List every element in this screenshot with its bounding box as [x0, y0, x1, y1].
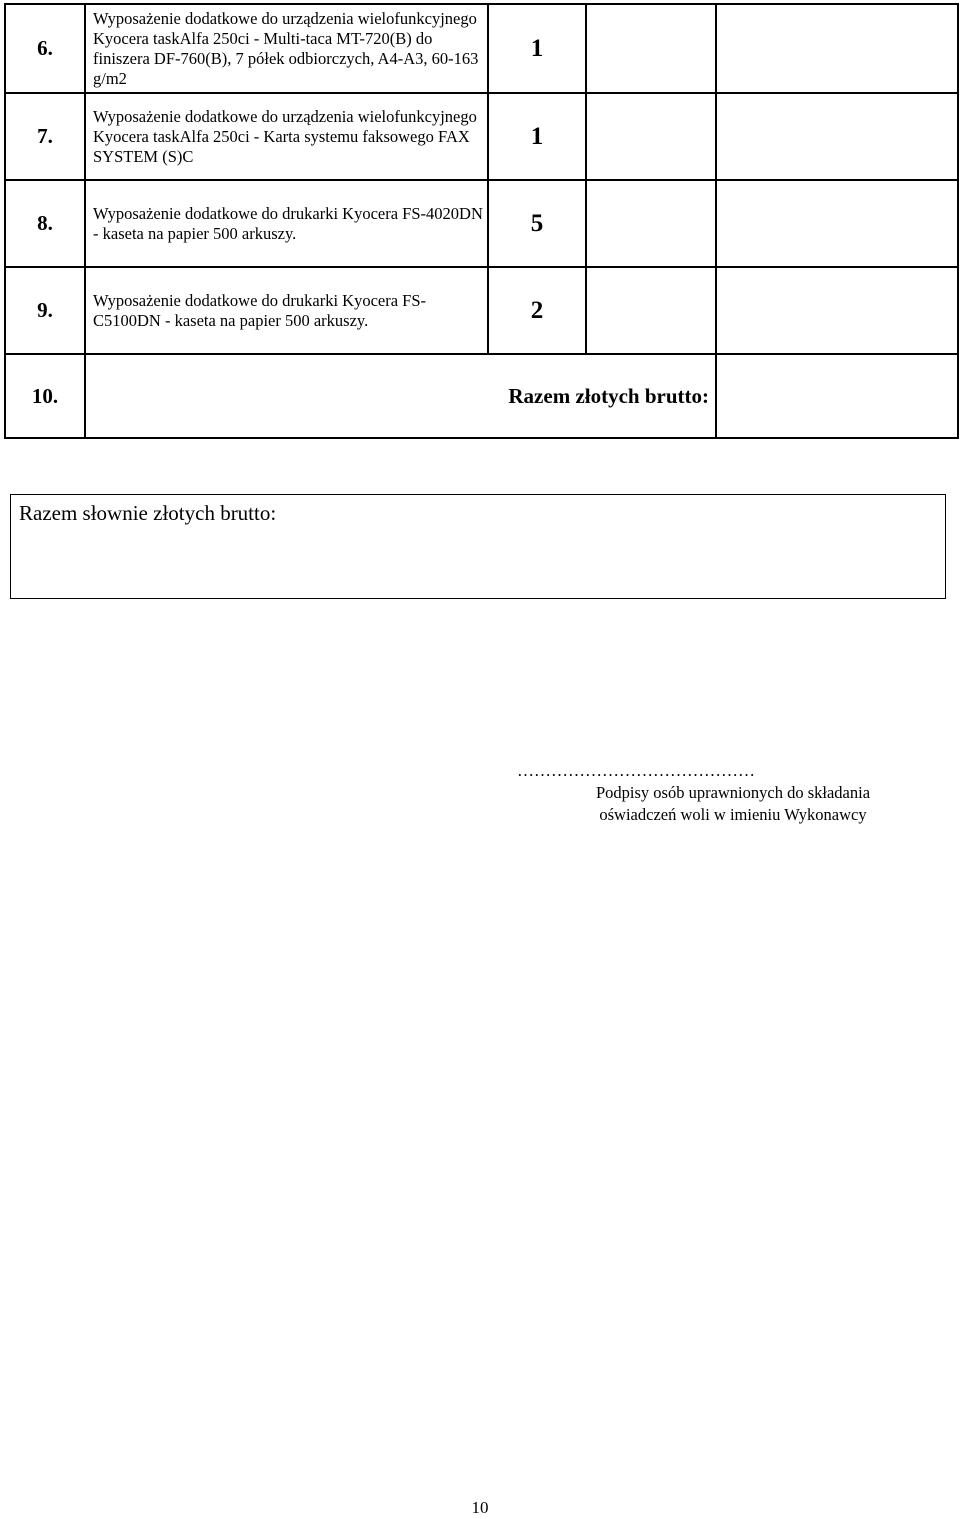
table-row — [5, 4, 958, 93]
row-value-cell — [716, 4, 958, 93]
row-number: 6. — [5, 4, 85, 93]
total-row-number: 10. — [5, 354, 85, 438]
total-value-cell — [716, 354, 958, 438]
row-number: 8. — [5, 180, 85, 267]
table-row — [5, 267, 958, 354]
row-quantity: 1 — [488, 4, 586, 93]
row-description: Wyposażenie dodatkowe do drukarki Kyocera FS-4020DN - kaseta na papier 500 arkuszy. — [85, 180, 488, 267]
row-quantity: 5 — [488, 180, 586, 267]
row-value-cell — [716, 93, 958, 180]
signature-caption-line-1: Podpisy osób uprawnionych do składania — [595, 783, 871, 802]
items-table — [4, 3, 959, 439]
row-number: 9. — [5, 267, 85, 354]
amount-in-words-box — [10, 494, 946, 599]
signature-caption-line-2: oświadczeń woli w imieniu Wykonawcy — [599, 805, 867, 824]
table-row — [5, 180, 958, 267]
amount-in-words-label: Razem słownie złotych brutto: — [19, 501, 277, 525]
row-description: Wyposażenie dodatkowe do drukarki Kyocera FS-C5100DN - kaseta na papier 500 arkuszy. — [85, 267, 488, 354]
row-unit-price-cell — [586, 93, 716, 180]
row-description: Wyposażenie dodatkowe do urządzenia wielofunkcyjnego Kyocera taskAlfa 250ci - Karta systemu faksowego FAX SYSTEM (S)C — [85, 93, 488, 180]
total-label: Razem złotych brutto: — [85, 354, 716, 438]
row-value-cell — [716, 267, 958, 354]
row-number: 7. — [5, 93, 85, 180]
row-unit-price-cell — [586, 267, 716, 354]
signature-dotted-line: …………………………………… — [517, 761, 755, 780]
row-description: Wyposażenie dodatkowe do urządzenia wielofunkcyjnego Kyocera taskAlfa 250ci - Multi-taca MT-720(B) do finiszera DF-760(B), 7 półek odbiorczych, A4-A3, 60-163 g/m2 — [85, 4, 488, 93]
row-unit-price-cell — [586, 180, 716, 267]
signature-block — [517, 760, 886, 826]
row-unit-price-cell — [586, 4, 716, 93]
row-quantity: 1 — [488, 93, 586, 180]
row-quantity: 2 — [488, 267, 586, 354]
page-number: 10 — [471, 1498, 489, 1517]
row-value-cell — [716, 180, 958, 267]
table-row — [5, 93, 958, 180]
total-row — [5, 354, 958, 438]
